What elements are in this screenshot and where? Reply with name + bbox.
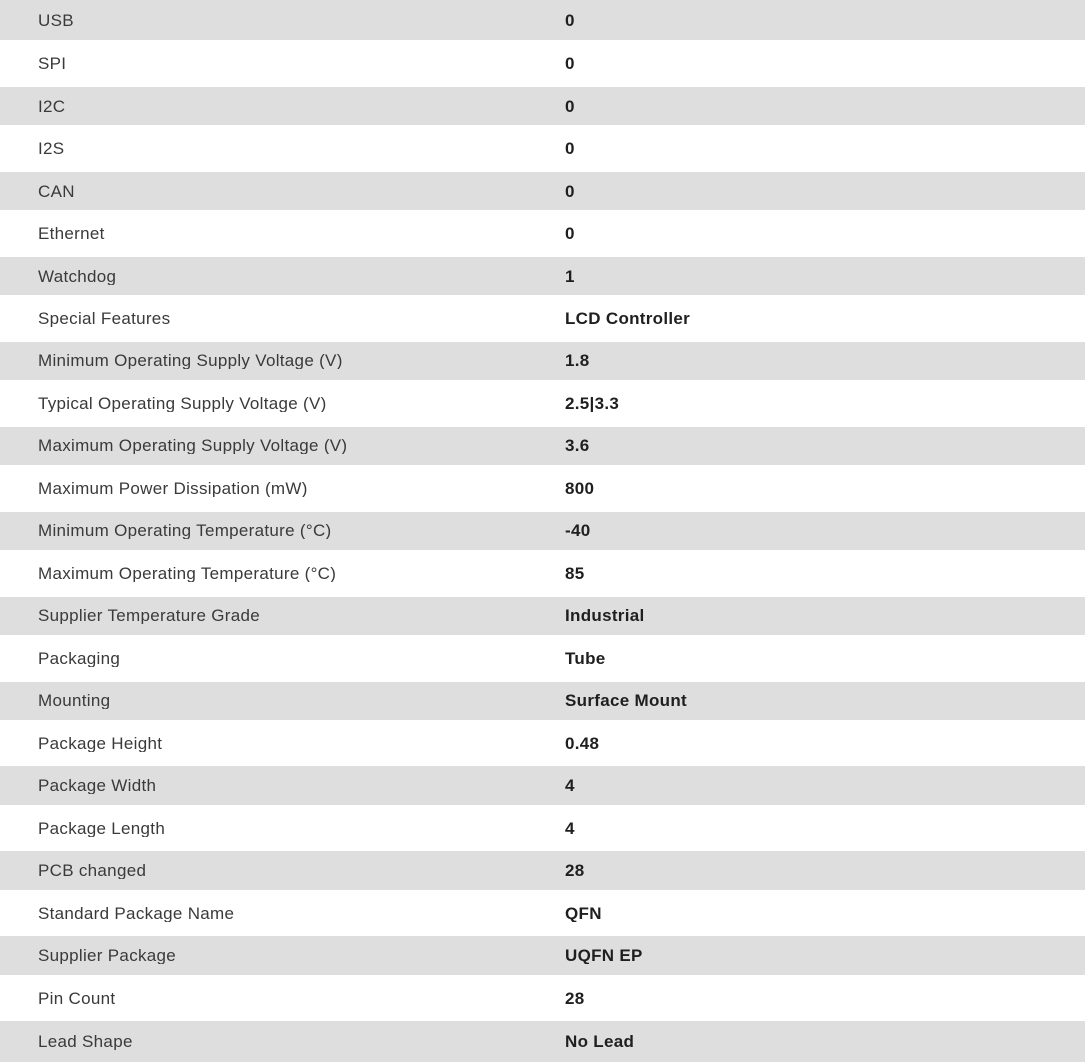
table-row	[0, 637, 1085, 679]
spec-label: Ethernet	[38, 225, 105, 243]
spec-value: 4	[565, 819, 575, 837]
table-row	[0, 425, 1085, 467]
spec-value: 0	[565, 140, 575, 158]
table-row	[0, 892, 1085, 934]
spec-value: 0	[565, 225, 575, 243]
table-row	[0, 297, 1085, 339]
spec-value: No Lead	[565, 1032, 635, 1050]
spec-label: Special Features	[38, 310, 171, 328]
table-row	[0, 255, 1085, 297]
spec-value: 28	[565, 862, 585, 880]
spec-value: -40	[565, 522, 591, 540]
table-row	[0, 1019, 1085, 1061]
spec-label: Standard Package Name	[38, 904, 235, 922]
spec-value: 1.8	[565, 352, 590, 370]
spec-value: 0	[565, 97, 575, 115]
table-row	[0, 722, 1085, 764]
spec-label: Packaging	[38, 649, 121, 667]
table-row	[0, 849, 1085, 891]
spec-label: Supplier Package	[38, 947, 177, 965]
spec-value: 85	[565, 564, 585, 582]
table-row	[0, 510, 1085, 552]
spec-value: Industrial	[565, 607, 645, 625]
spec-label: Maximum Operating Supply Voltage (V)	[38, 437, 348, 455]
spec-label: CAN	[38, 182, 75, 200]
spec-label: Maximum Power Dissipation (mW)	[38, 479, 308, 497]
spec-label: Watchdog	[38, 267, 117, 285]
spec-label: Minimum Operating Temperature (°C)	[38, 522, 332, 540]
spec-value: 0	[565, 55, 575, 73]
spec-value: 2.5|3.3	[565, 394, 620, 412]
spec-value: 0.48	[565, 734, 600, 752]
spec-value: UQFN EP	[565, 947, 643, 965]
table-row	[0, 807, 1085, 849]
spec-label: Pin Count	[38, 989, 116, 1007]
spec-label: I2S	[38, 140, 65, 158]
spec-value: 28	[565, 989, 585, 1007]
table-row	[0, 764, 1085, 806]
table-row	[0, 595, 1085, 637]
table-row	[0, 680, 1085, 722]
table-row	[0, 977, 1085, 1019]
table-row	[0, 42, 1085, 84]
table-row	[0, 552, 1085, 594]
spec-value: LCD Controller	[565, 310, 691, 328]
spec-value: Tube	[565, 649, 606, 667]
spec-label: Mounting	[38, 692, 111, 710]
spec-label: Minimum Operating Supply Voltage (V)	[38, 352, 343, 370]
spec-value: 1	[565, 267, 575, 285]
spec-label: Maximum Operating Temperature (°C)	[38, 564, 337, 582]
table-row	[0, 212, 1085, 254]
spec-value: Surface Mount	[565, 692, 687, 710]
table-row	[0, 467, 1085, 509]
spec-value: 3.6	[565, 437, 590, 455]
table-row	[0, 382, 1085, 424]
spec-value: 0	[565, 182, 575, 200]
table-row	[0, 0, 1085, 42]
table-row	[0, 127, 1085, 169]
spec-label: Package Length	[38, 819, 166, 837]
spec-label: USB	[38, 11, 74, 29]
spec-value: 800	[565, 479, 595, 497]
table-row	[0, 170, 1085, 212]
table-row	[0, 934, 1085, 976]
spec-label: Typical Operating Supply Voltage (V)	[38, 394, 327, 412]
spec-label: I2C	[38, 97, 66, 115]
spec-label: Package Width	[38, 777, 157, 795]
spec-value: QFN	[565, 904, 602, 922]
spec-label: SPI	[38, 55, 67, 73]
spec-label: Lead Shape	[38, 1032, 133, 1050]
table-row	[0, 85, 1085, 127]
spec-value: 4	[565, 777, 575, 795]
spec-label: PCB changed	[38, 862, 147, 880]
spec-label: Package Height	[38, 734, 163, 752]
table-row	[0, 340, 1085, 382]
spec-label: Supplier Temperature Grade	[38, 607, 260, 625]
spec-value: 0	[565, 11, 575, 29]
